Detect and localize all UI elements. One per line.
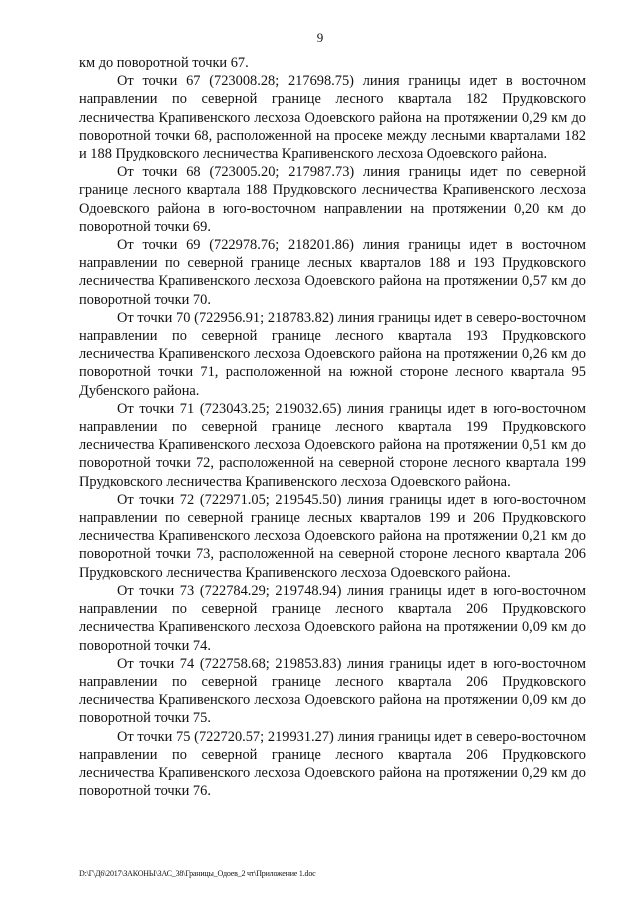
document-body [79,54,586,800]
paragraph-point-72: От точки 72 (722971.05; 219545.50) линия границы идет в юго-восточном направлении по северной границе лесных кварталов 199 и 206 Прудковского лесничества Крапивенского лесхоза Одоевского района на протяжении 0,21 км до поворотной точки 73, расположенной на северной стороне лесного квартала 206 Прудковского лесничества Крапивенского лесхоза Одоевского района. [79,491,586,581]
paragraph-point-71: От точки 71 (723043.25; 219032.65) линия границы идет в юго-восточном направлении по северной границе лесного квартала 199 Прудковского лесничества Крапивенского лесхоза Одоевского района на протяжении 0,51 км до поворотной точки 72, расположенной на северной стороне лесного квартала 199 Прудковского лесничества Крапивенского лесхоза Одоевского района. [79,400,586,490]
paragraph-point-70: От точки 70 (722956.91; 218783.82) линия границы идет в северо-восточном направлении по северной границе лесного квартала 193 Прудковского лесничества Крапивенского лесхоза Одоевского района на протяжении 0,26 км до поворотной точки 71, расположенной на южной стороне лесного квартала 95 Дубенского района. [79,309,586,399]
footer-file-path: D:\Г\Д6\2017\ЗАКОНЫ\ЗАС_38\Границы_Одоев_2 чт\Приложение 1.doc [79,869,316,878]
paragraph-point-67: От точки 67 (723008.28; 217698.75) линия границы идет в восточном направлении по северной границе лесного квартала 182 Прудковского лесничества Крапивенского лесхоза Одоевского района на протяжении 0,29 км до поворотной точки 68, расположенной на просеке между лесными кварталами 182 и 188 Прудковского лесничества Крапивенского лесхоза Одоевского района. [79,73,586,163]
paragraph-point-69: От точки 69 (722978.76; 218201.86) линия границы идет в восточном направлении по северной границе лесных кварталов 188 и 193 Прудковского лесничества Крапивенского лесхоза Одоевского района на протяжении 0,57 км до поворотной точки 70. [79,237,586,308]
paragraph-point-74: От точки 74 (722758.68; 219853.83) линия границы идет в юго-восточном направлении по северной границе лесного квартала 206 Прудковского лесничества Крапивенского лесхоза Одоевского района на протяжении 0,09 км до поворотной точки 75. [79,655,586,727]
page-number: 9 [316,30,324,45]
paragraph-point-73: От точки 73 (722784.29; 219748.94) линия границы идет в юго-восточном направлении по северной границе лесного квартала 206 Прудковского лесничества Крапивенского лесхоза Одоевского района на протяжении 0,09 км до поворотной точки 74. [79,582,586,654]
paragraph-point-75: От точки 75 (722720.57; 219931.27) линия границы идет в северо-восточном направлении по северной границе лесного квартала 206 Прудковского лесничества Крапивенского лесхоза Одоевского района на протяжении 0,29 км до поворотной точки 76. [79,728,586,800]
paragraph-continuation: км до поворотной точки 67. [79,55,249,71]
paragraph-point-68: От точки 68 (723005.20; 217987.73) линия границы идет по северной границе лесного квартала 188 Прудковского лесничества Крапивенского лесхоза Одоевского района в юго-восточном направлении на протяжении 0,20 км до поворотной точки 69. [79,164,586,235]
